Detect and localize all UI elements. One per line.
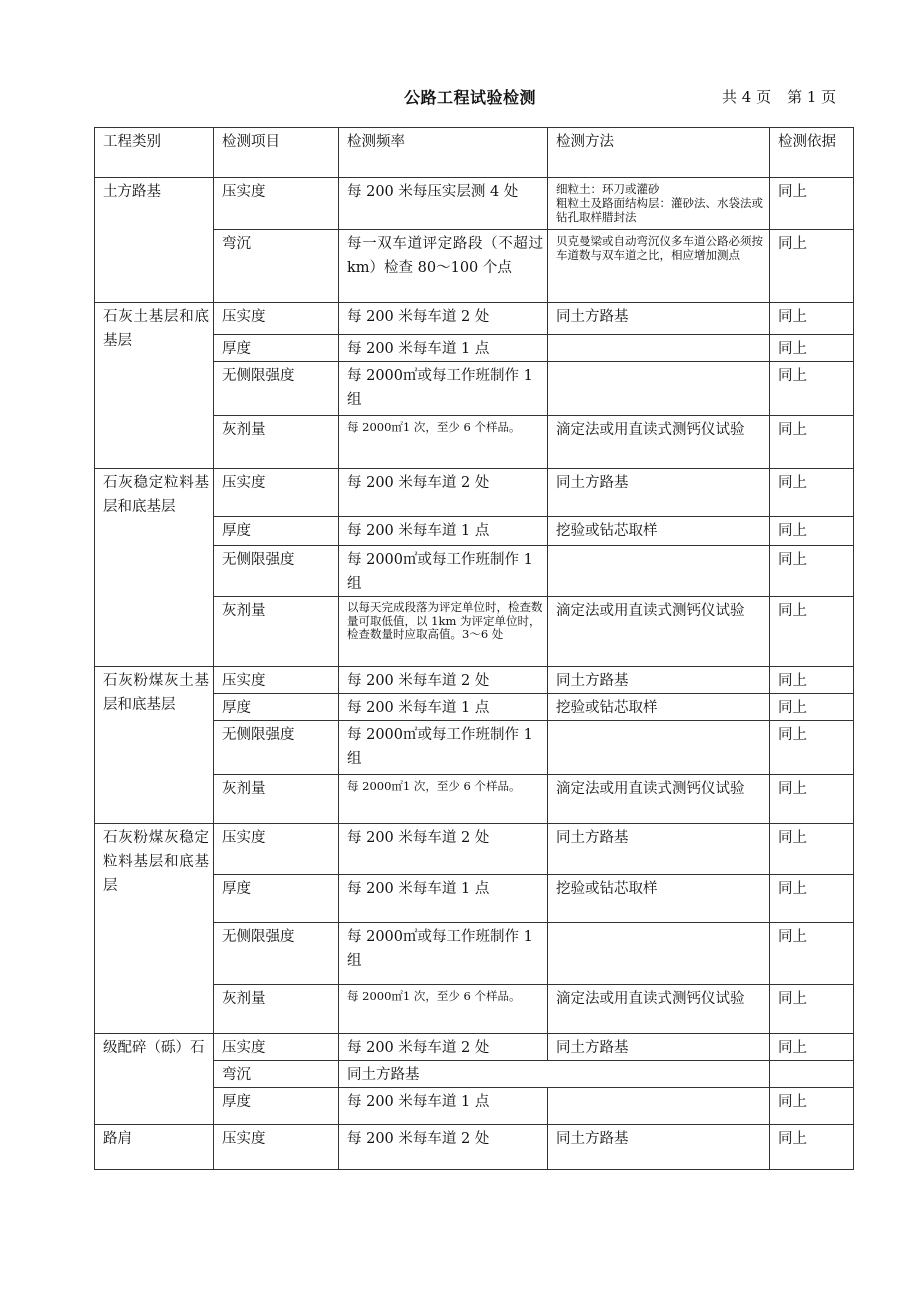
category-cell: 石灰稳定粒料基层和底基层 — [95, 469, 214, 667]
frequency-cell: 每 2000㎡或每工作班制作 1 组 — [339, 721, 548, 775]
table-row — [95, 1034, 854, 1061]
basis-cell — [770, 1061, 854, 1088]
method-cell: 贝克曼梁或自动弯沉仪多车道公路必须按车道数与双车道之比，相应增加测点 — [548, 230, 770, 303]
basis-cell: 同上 — [770, 667, 854, 694]
basis-cell: 同上 — [770, 597, 854, 667]
method-cell: 细粒土：环刀或灌砂 粗粒土及路面结构层：灌砂法、水袋法或钻孔取样腊封法 — [548, 178, 770, 230]
basis-cell: 同上 — [770, 1125, 854, 1170]
item-cell: 无侧限强度 — [214, 362, 339, 416]
frequency-cell: 每 200 米每车道 1 点 — [339, 517, 548, 546]
item-cell: 厚度 — [214, 517, 339, 546]
frequency-cell: 每 2000㎡或每工作班制作 1 组 — [339, 546, 548, 597]
item-cell: 压实度 — [214, 178, 339, 230]
table-row — [95, 667, 854, 694]
frequency-cell: 每 2000㎡1 次，至少 6 个样品。 — [339, 416, 548, 469]
item-cell: 压实度 — [214, 1125, 339, 1170]
header-method: 检测方法 — [548, 128, 770, 178]
method-cell: 滴定法或用直读式测钙仪试验 — [548, 597, 770, 667]
method-cell: 同土方路基 — [548, 824, 770, 875]
method-cell — [548, 546, 770, 597]
basis-cell: 同上 — [770, 416, 854, 469]
basis-cell: 同上 — [770, 1034, 854, 1061]
method-cell: 同土方路基 — [548, 469, 770, 517]
header-frequency: 检测频率 — [339, 128, 548, 178]
item-cell: 压实度 — [214, 1034, 339, 1061]
frequency-cell: 每 2000㎡或每工作班制作 1 组 — [339, 923, 548, 985]
method-cell: 同土方路基 — [548, 1125, 770, 1170]
method-cell — [548, 335, 770, 362]
frequency-cell: 每 200 米每压实层测 4 处 — [339, 178, 548, 230]
basis-cell: 同上 — [770, 721, 854, 775]
basis-cell: 同上 — [770, 923, 854, 985]
method-cell: 挖验或钻芯取样 — [548, 517, 770, 546]
frequency-cell: 每 200 米每车道 2 处 — [339, 1034, 548, 1061]
item-cell: 无侧限强度 — [214, 923, 339, 985]
frequency-cell: 每一双车道评定路段（不超过 km）检查 80～100 个点 — [339, 230, 548, 303]
page-counter — [722, 86, 836, 107]
frequency-cell: 每 200 米每车道 1 点 — [339, 694, 548, 721]
item-cell: 灰剂量 — [214, 597, 339, 667]
frequency-cell: 每 200 米每车道 1 点 — [339, 875, 548, 923]
inspection-table — [94, 127, 854, 1170]
method-cell: 挖验或钻芯取样 — [548, 875, 770, 923]
item-cell: 厚度 — [214, 875, 339, 923]
basis-cell: 同上 — [770, 775, 854, 824]
page-title: 公路工程试验检测 — [404, 88, 537, 107]
method-cell — [548, 362, 770, 416]
total-pages: 共 4 页 — [722, 88, 772, 106]
basis-cell: 同上 — [770, 362, 854, 416]
item-cell: 厚度 — [214, 1088, 339, 1125]
table-header-row — [95, 128, 854, 178]
table-row — [95, 469, 854, 517]
basis-cell: 同上 — [770, 517, 854, 546]
header-category: 工程类别 — [95, 128, 214, 178]
item-cell: 灰剂量 — [214, 775, 339, 824]
method-cell: 同土方路基 — [548, 303, 770, 335]
item-cell: 厚度 — [214, 694, 339, 721]
header-item: 检测项目 — [214, 128, 339, 178]
basis-cell: 同上 — [770, 694, 854, 721]
item-cell: 灰剂量 — [214, 985, 339, 1034]
basis-cell: 同上 — [770, 469, 854, 517]
method-cell: 滴定法或用直读式测钙仪试验 — [548, 416, 770, 469]
table-row — [95, 303, 854, 335]
basis-cell: 同上 — [770, 335, 854, 362]
basis-cell: 同上 — [770, 1088, 854, 1125]
basis-cell: 同上 — [770, 230, 854, 303]
item-cell: 压实度 — [214, 667, 339, 694]
item-cell: 弯沉 — [214, 230, 339, 303]
current-page: 第 1 页 — [787, 88, 837, 106]
category-cell: 土方路基 — [95, 178, 214, 303]
table-row — [95, 1125, 854, 1170]
frequency-cell: 每 2000㎡1 次，至少 6 个样品。 — [339, 985, 548, 1034]
basis-cell: 同上 — [770, 178, 854, 230]
frequency-cell: 每 200 米每车道 2 处 — [339, 824, 548, 875]
header-basis: 检测依据 — [770, 128, 854, 178]
category-cell: 级配碎（砾）石 — [95, 1034, 214, 1125]
item-cell: 压实度 — [214, 303, 339, 335]
table-row — [95, 824, 854, 875]
frequency-cell: 每 2000㎡或每工作班制作 1 组 — [339, 362, 548, 416]
item-cell: 弯沉 — [214, 1061, 339, 1088]
category-cell: 石灰粉煤灰稳定粒料基层和底基层 — [95, 824, 214, 1034]
basis-cell: 同上 — [770, 824, 854, 875]
method-cell: 滴定法或用直读式测钙仪试验 — [548, 775, 770, 824]
basis-cell: 同上 — [770, 875, 854, 923]
item-cell: 无侧限强度 — [214, 546, 339, 597]
method-cell: 同土方路基 — [548, 667, 770, 694]
frequency-cell: 每 200 米每车道 1 点 — [339, 335, 548, 362]
table-row — [95, 178, 854, 230]
frequency-cell: 同土方路基 — [339, 1061, 770, 1088]
frequency-cell: 每 200 米每车道 2 处 — [339, 469, 548, 517]
method-cell: 同土方路基 — [548, 1034, 770, 1061]
basis-cell: 同上 — [770, 546, 854, 597]
item-cell: 厚度 — [214, 335, 339, 362]
frequency-cell: 每 200 米每车道 2 处 — [339, 303, 548, 335]
category-cell: 石灰土基层和底基层 — [95, 303, 214, 469]
frequency-cell: 每 200 米每车道 2 处 — [339, 667, 548, 694]
item-cell: 无侧限强度 — [214, 721, 339, 775]
category-cell: 石灰粉煤灰土基层和底基层 — [95, 667, 214, 824]
method-cell: 挖验或钻芯取样 — [548, 694, 770, 721]
item-cell: 压实度 — [214, 824, 339, 875]
frequency-cell: 以每天完成段落为评定单位时，检查数量可取低值，以 1km 为评定单位时，检查数量时应取高值。3～6 处 — [339, 597, 548, 667]
item-cell: 灰剂量 — [214, 416, 339, 469]
basis-cell: 同上 — [770, 985, 854, 1034]
method-cell: 滴定法或用直读式测钙仪试验 — [548, 985, 770, 1034]
frequency-cell: 每 2000㎡1 次，至少 6 个样品。 — [339, 775, 548, 824]
item-cell: 压实度 — [214, 469, 339, 517]
frequency-cell: 每 200 米每车道 2 处 — [339, 1125, 548, 1170]
frequency-cell: 每 200 米每车道 1 点 — [339, 1088, 548, 1125]
method-cell — [548, 721, 770, 775]
category-cell: 路肩 — [95, 1125, 214, 1170]
basis-cell: 同上 — [770, 303, 854, 335]
method-cell — [548, 1088, 770, 1125]
method-cell — [548, 923, 770, 985]
